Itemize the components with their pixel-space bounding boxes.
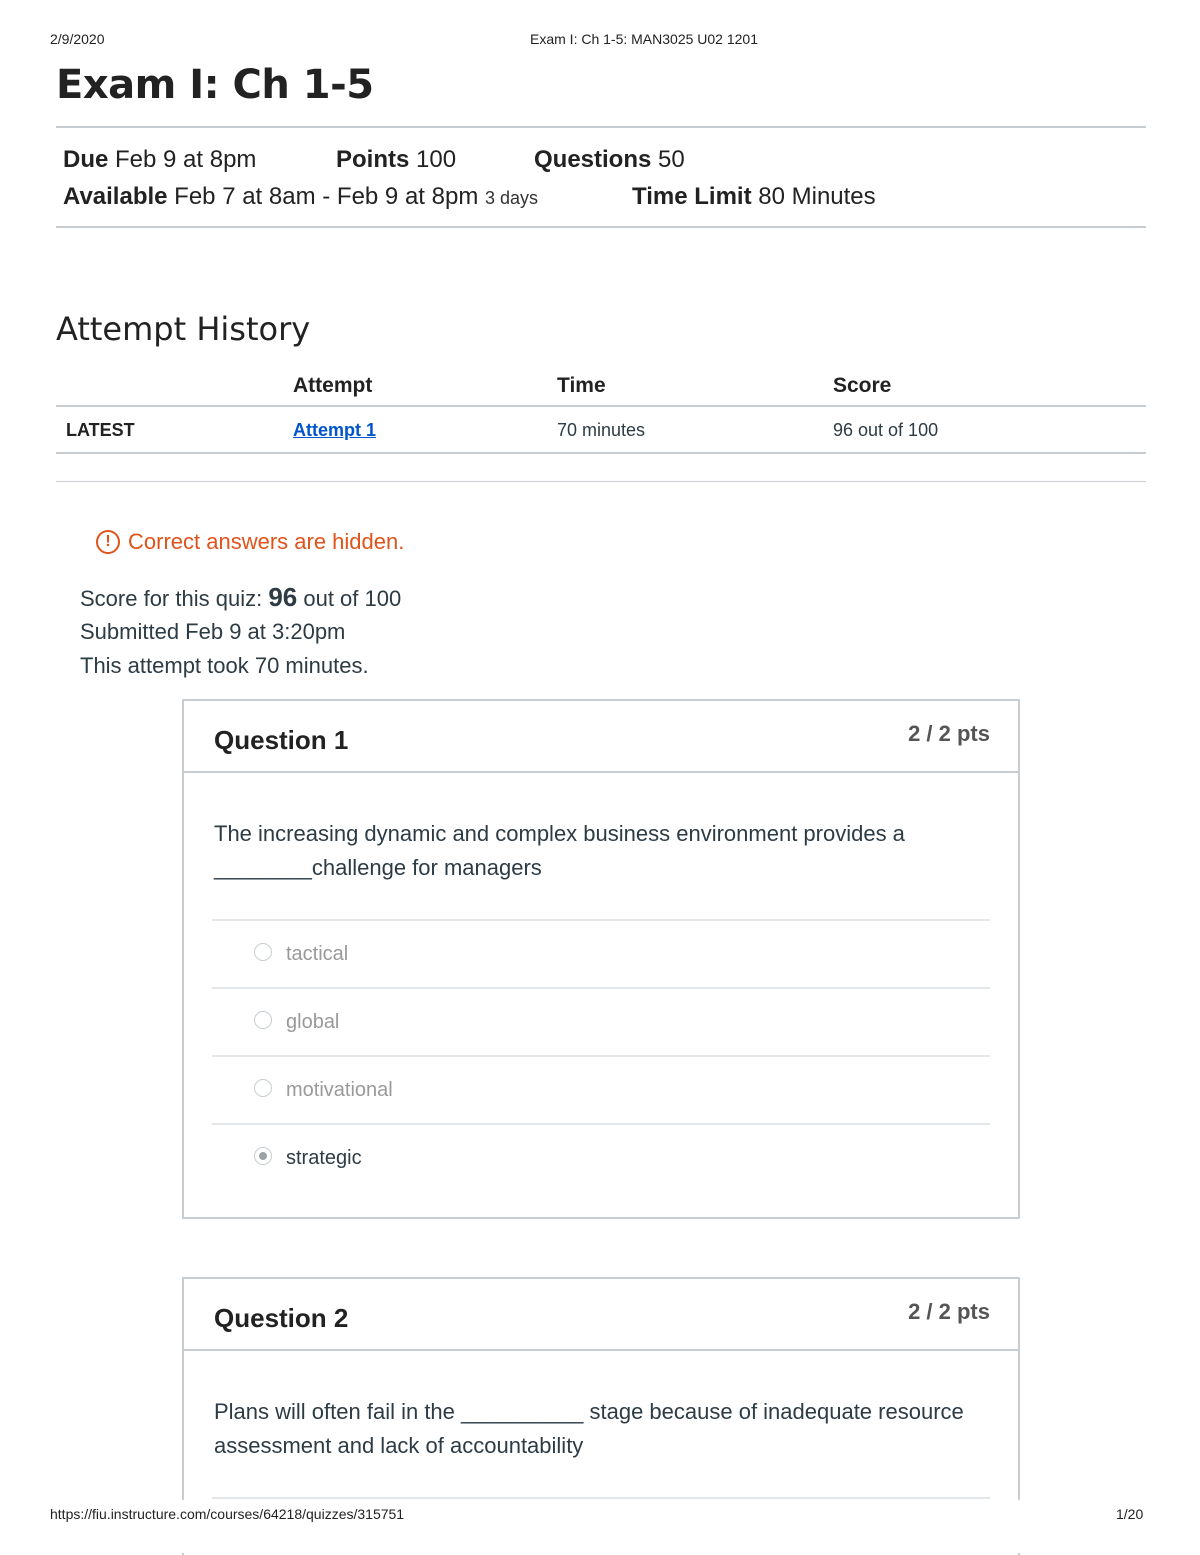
available-duration: 3 days [485, 188, 539, 208]
table-row-rule [56, 452, 1146, 454]
print-url: https://fiu.instructure.com/courses/64218/quizzes/315751 [50, 1506, 405, 1522]
answer-label: motivational [286, 1079, 393, 1101]
divider [56, 226, 1146, 228]
attempt-link-label[interactable]: Attempt 1 [293, 420, 377, 440]
answer-option-selected[interactable] [212, 1123, 990, 1191]
divider [56, 481, 1146, 482]
question-card [182, 699, 1020, 1219]
print-page-number: 1/20 [1116, 1506, 1144, 1522]
question-text [214, 817, 990, 885]
due-value: Feb 9 at 8pm [115, 146, 257, 173]
quiz-score [80, 582, 401, 613]
answer-option[interactable] [212, 987, 990, 1055]
attempt-link[interactable] [293, 420, 376, 441]
question-text-line: Plans will often fail in the __________ stage because of inadequate resource [214, 1399, 964, 1424]
questions-field [534, 146, 685, 174]
print-title: Exam I: Ch 1-5: MAN3025 U02 1201 [530, 31, 759, 47]
answer-list [212, 919, 990, 1191]
latest-tag: LATEST [66, 420, 135, 440]
col-header-time: Time [557, 374, 606, 397]
attempt-score: 96 out of 100 [833, 420, 939, 440]
attempt-time: 70 minutes [557, 420, 646, 440]
col-header-attempt: Attempt [293, 374, 373, 397]
radio-button-selected[interactable] [254, 1147, 272, 1165]
question-header [184, 701, 1018, 773]
question-points: 2 / 2 pts [908, 1299, 990, 1324]
warning-icon: ! [96, 530, 120, 554]
question-text-line: The increasing dynamic and complex business environment provides a [214, 821, 905, 846]
points-label: Points [336, 146, 410, 173]
question-points: 2 / 2 pts [908, 721, 990, 746]
question-title: Question 1 [214, 725, 349, 755]
answer-label: global [286, 1011, 340, 1033]
attempt-history-heading: Attempt History [56, 310, 311, 348]
question-text-line: ________challenge for managers [214, 855, 542, 880]
radio-button[interactable] [254, 943, 272, 961]
time-limit-label: Time Limit [632, 183, 752, 210]
print-date: 2/9/2020 [50, 31, 105, 47]
attempt-duration: This attempt took 70 minutes. [80, 653, 369, 678]
answer-option[interactable] [212, 1055, 990, 1123]
time-limit-field [632, 183, 876, 211]
radio-button[interactable] [254, 1079, 272, 1097]
notice-text: Correct answers are hidden. [128, 529, 405, 554]
col-header-score: Score [833, 374, 892, 397]
available-value: Feb 7 at 8am - Feb 9 at 8pm [174, 183, 479, 210]
score-prefix: Score for this quiz: [80, 586, 263, 611]
answer-label-selected: strategic [286, 1147, 362, 1169]
table-header-rule [56, 405, 1146, 407]
time-limit-value: 80 Minutes [758, 183, 876, 210]
answer-label: tactical [286, 943, 349, 965]
submitted-time: Submitted Feb 9 at 3:20pm [80, 619, 346, 644]
due-label: Due [63, 146, 109, 173]
question-header [184, 1279, 1018, 1351]
due-field [63, 146, 256, 174]
score-value: 96 [268, 582, 298, 612]
divider [56, 126, 1146, 128]
radio-button[interactable] [254, 1011, 272, 1029]
score-suffix: out of 100 [303, 586, 402, 611]
answer-divider [212, 1497, 990, 1499]
question-text-line: assessment and lack of accountability [214, 1433, 584, 1458]
points-value: 100 [416, 146, 457, 173]
questions-value: 50 [658, 146, 685, 173]
answer-option[interactable] [212, 919, 990, 987]
available-field [63, 183, 538, 211]
available-label: Available [63, 183, 168, 210]
question-title: Question 2 [214, 1303, 349, 1333]
page-title: Exam I: Ch 1-5 [56, 62, 374, 108]
points-field [336, 146, 456, 174]
question-text [214, 1395, 990, 1463]
questions-label: Questions [534, 146, 652, 173]
answers-hidden-notice [96, 529, 404, 555]
